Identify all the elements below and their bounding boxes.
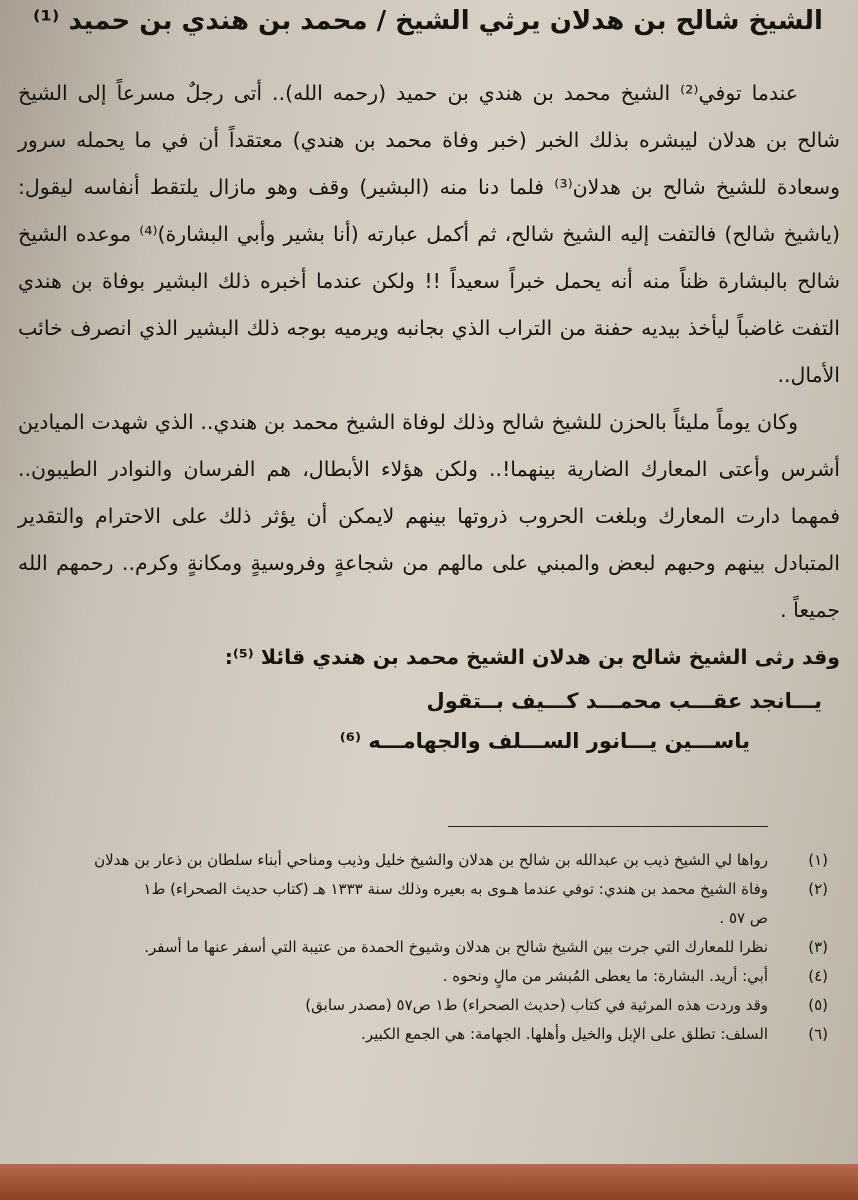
footnote-item [18,846,828,875]
paragraph-1: عندما توفي⁽²⁾ الشيخ محمد بن هندي بن حميد (رحمه الله).. أتى رجلٌ مسرعاً إلى الشيخ شالح بن هدلان ليبشره بذلك الخبر (خبر وفاة محمد بن هندي) معتقداً أن في ما يحمله سرور وسعادة للشيخ شالح بن هدلان⁽³⁾ فلما دنا منه (البشير) وقف وهو مازال يلتقط أنفاسه ليقول: (ياشيخ شالح) فالتفت إليه الشيخ شالح، ثم أكمل عبارته (أنا بشير وأبي البشارة)⁽⁴⁾ موعده الشيخ شالح بالبشارة ظناً منه أنه يحمل خبراً سعيداً !! ولكن عندما أخبره ذلك البشير بوفاة بن هندي التفت غاضباً ليأخذ بيديه حفنة من التراب الذي بجانبه ويرميه بوجه ذلك البشير الذي انصرف خائب الأمال.. [18,81,841,387]
footnotes-list [18,846,828,1049]
poem-verse [18,681,840,761]
footnote-number: (٤) [808,967,828,985]
footnote-number: (٣) [808,938,828,956]
footnote-text: نظرا للمعارك التي جرت بين الشيخ شالح بن هدلان وشيوخ الحمدة من عتيبة التي أسفر عنها ما أسفر. [144,938,768,956]
footnote-text: وقد وردت هذه المرثية في كتاب (حديث الصحراء) ط١ ص٥٧ (مصدر سابق) [305,996,768,1014]
footnote-number: (١) [808,851,828,869]
footnote-text: أبي: أريد. البشارة: ما يعطى المُبشر من مالٍ ونحوه . [442,967,768,985]
footnote-separator [448,826,768,827]
footnote-text: رواها لي الشيخ ذيب بن عبدالله بن شالح بن هدلان والشيخ خليل وذيب ومناحي أبناء سلطان بن ذعار بن هدلان [94,851,768,869]
footnote-number: (٥) [808,996,828,1014]
footnote-number: (٦) [808,1025,828,1043]
footnote-item [18,991,828,1020]
footnote-item [18,875,828,933]
footnote-item [18,933,828,962]
verse-line-2: ياســـين يـــانور الســـلف والجهامـــه ⁽⁶⁾ [339,729,750,753]
article-body [18,70,840,761]
footnote-number: (٢) [808,880,828,898]
footnote-text: السلف: تطلق على الإبل والخيل وأهلها. الجهامة: هي الجمع الكبير. [361,1025,768,1043]
footnote-continuation: ص ٥٧ . [719,909,768,927]
paragraph-2: وكان يوماً مليئاً بالحزن للشيخ شالح وذلك لوفاة الشيخ محمد بن هندي.. الذي شهدت الميادين أشرس وأعتى المعارك الضارية بينهما!.. ولكن هؤلاء الأبطال، هم الفرسان والنوادر الطيبون.. فمهما دارت المعارك وبلغت الحروب ذروتها بينهم لايمكن أن يؤثر ذلك على الاحترام والتقدير المتبادل بينهم وحبهم لبعض والمبني على مالهم من شجاعةٍ وفروسيةٍ ومكانةٍ وكرم.. رحمهم الله جميعاً . [18,410,840,622]
verse-intro: وقد رثى الشيخ شالح بن هدلان الشيخ محمد بن هندي قائلا ⁽⁵⁾: [224,645,840,669]
footnote-item [18,962,828,991]
page-title: الشيخ شالح بن هدلان يرثي الشيخ / محمد بن هندي بن حميد ⁽¹⁾ [33,6,823,36]
footnote-item [18,1020,828,1049]
footer-band [0,1164,858,1200]
footnote-text: وفاة الشيخ محمد بن هندي: توفي عندما هـوى به بعيره وذلك سنة ١٣٣٣ هـ (كتاب حديث الصحراء) ط١ [143,880,768,898]
verse-line-1: يـــانجد عقـــب محمـــد كـــيف بــتقول [426,689,822,713]
